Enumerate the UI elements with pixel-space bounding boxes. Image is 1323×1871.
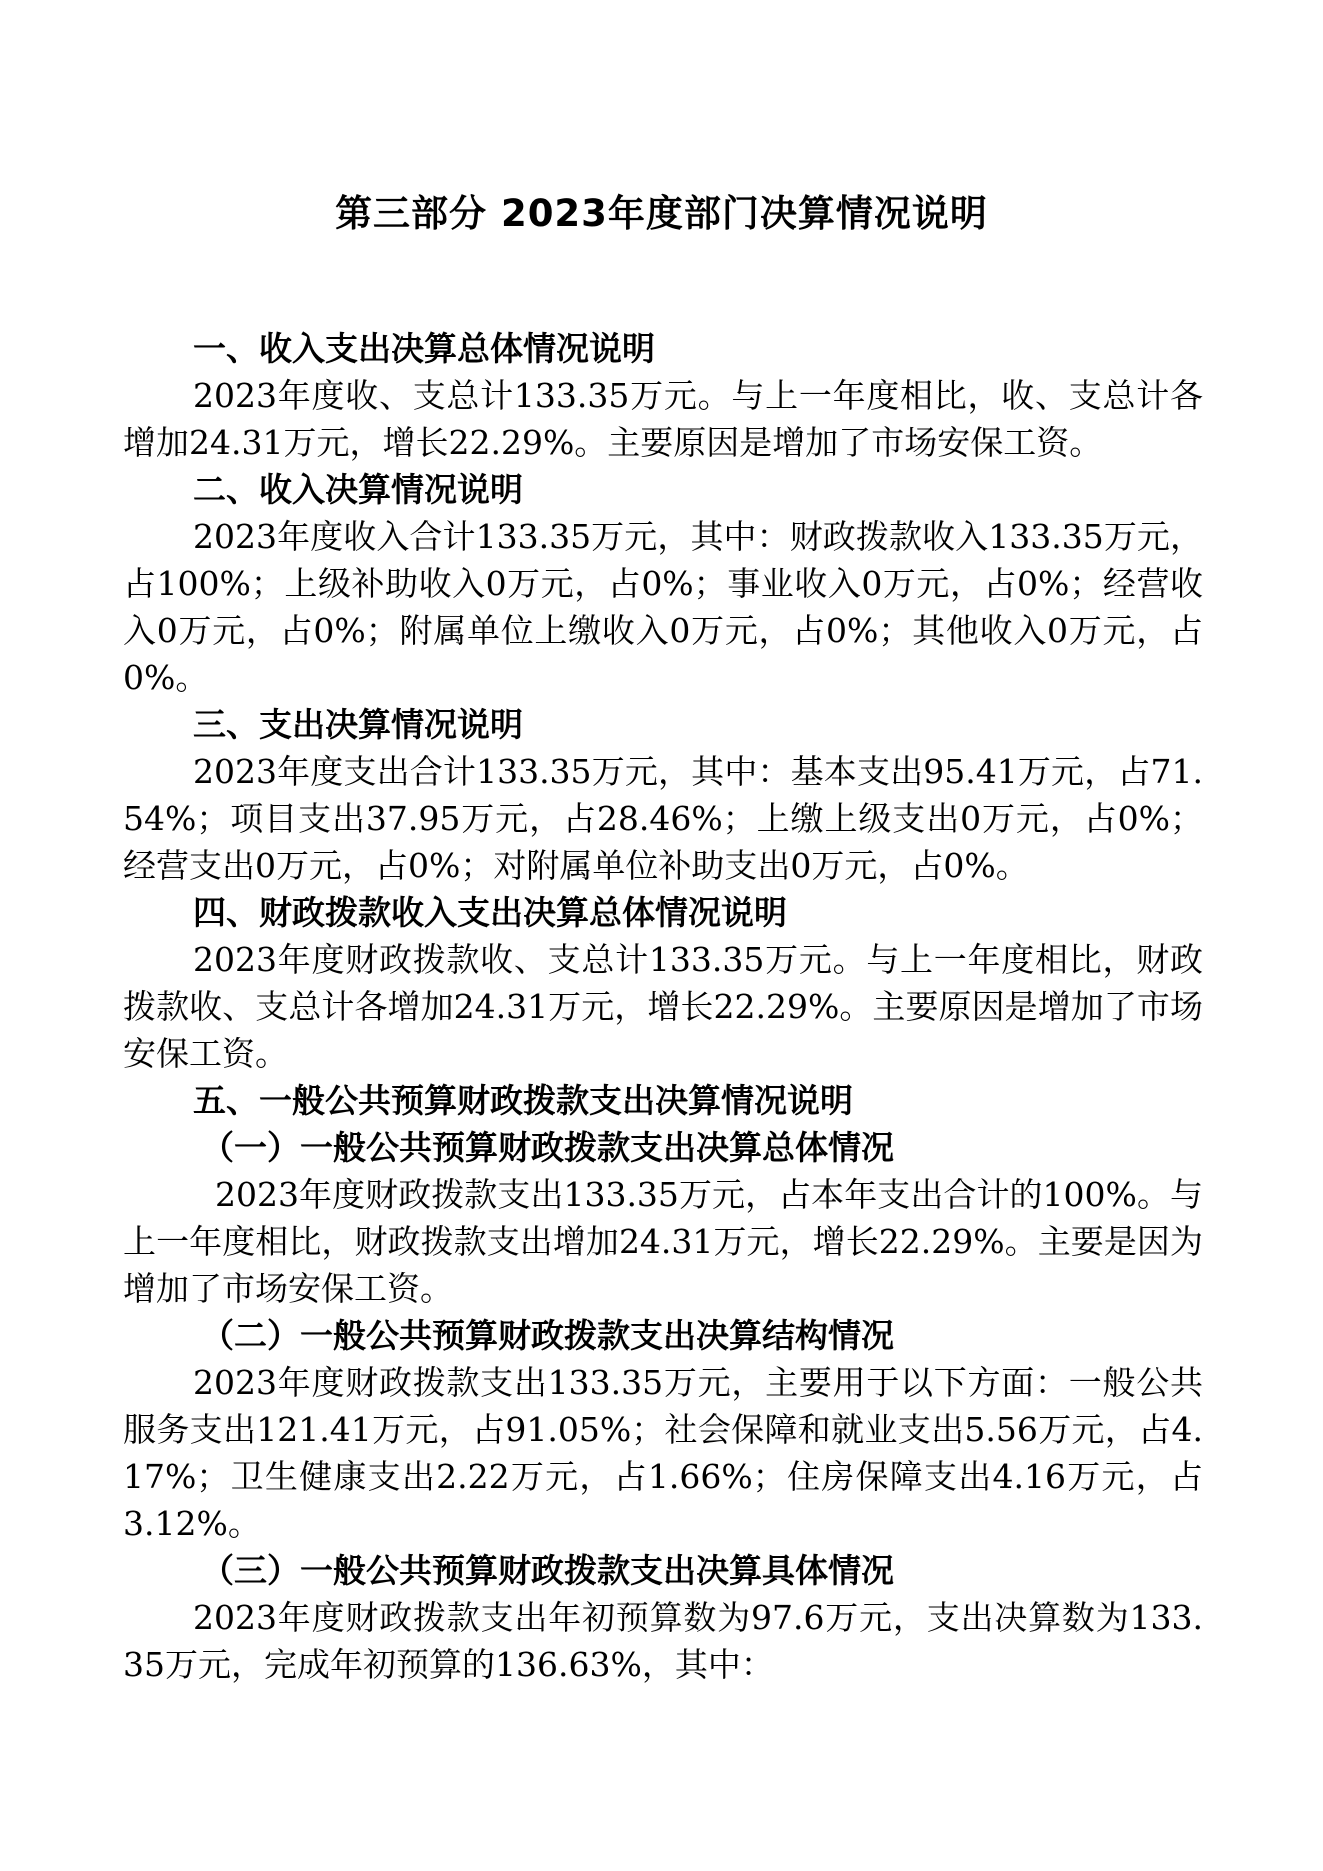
section-paragraph: 2023年度收入合计133.35万元，其中：财政拨款收入133.35万元，占100%；上级补助收入0万元，占0%；事业收入0万元，占0%；经营收入0万元，占0%；附属单位上缴收入0万元，占0%；其他收入0万元，占0%。 [123, 517, 1203, 697]
section-paragraph: 2023年度收、支总计133.35万元。与上一年度相比，收、支总计各增加24.31万元，增长22.29%。主要原因是增加了市场安保工资。 [123, 376, 1203, 462]
subsection-heading: （一）一般公共预算财政拨款支出决算总体情况 [201, 1128, 894, 1167]
subsection-paragraph: 2023年度财政拨款支出年初预算数为97.6万元，支出决算数为133.35万元，完成年初预算的136.63%，其中： [123, 1598, 1203, 1684]
section-heading: 三、支出决算情况说明 [193, 705, 523, 744]
section-heading: 二、收入决算情况说明 [193, 470, 523, 509]
section-paragraph: 2023年度支出合计133.35万元，其中：基本支出95.41万元，占71.54%；项目支出37.95万元，占28.46%；上缴上级支出0万元，占0%；经营支出0万元，占0%；对附属单位补助支出0万元，占0%。 [123, 752, 1203, 885]
document-body [123, 325, 1203, 1688]
subsection-heading: （三）一般公共预算财政拨款支出决算具体情况 [201, 1551, 894, 1590]
subsection-paragraph: 2023年度财政拨款支出133.35万元，主要用于以下方面：一般公共服务支出121.41万元，占91.05%；社会保障和就业支出5.56万元，占4.17%；卫生健康支出2.22万元，占1.66%；住房保障支出4.16万元，占3.12%。 [123, 1363, 1203, 1543]
section-paragraph: 2023年度财政拨款收、支总计133.35万元。与上一年度相比，财政拨款收、支总计各增加24.31万元，增长22.29%。主要原因是增加了市场安保工资。 [123, 940, 1203, 1073]
subsection-paragraph: 2023年度财政拨款支出133.35万元，占本年支出合计的100%。与上一年度相比，财政拨款支出增加24.31万元，增长22.29%。主要是因为增加了市场安保工资。 [123, 1175, 1203, 1308]
subsection-heading: （二）一般公共预算财政拨款支出决算结构情况 [201, 1316, 894, 1355]
section-heading: 五、一般公共预算财政拨款支出决算情况说明 [193, 1081, 853, 1120]
section-heading: 一、收入支出决算总体情况说明 [193, 329, 655, 368]
page-title: 第三部分 2023年度部门决算情况说明 [335, 192, 988, 235]
section-heading: 四、财政拨款收入支出决算总体情况说明 [193, 893, 787, 932]
